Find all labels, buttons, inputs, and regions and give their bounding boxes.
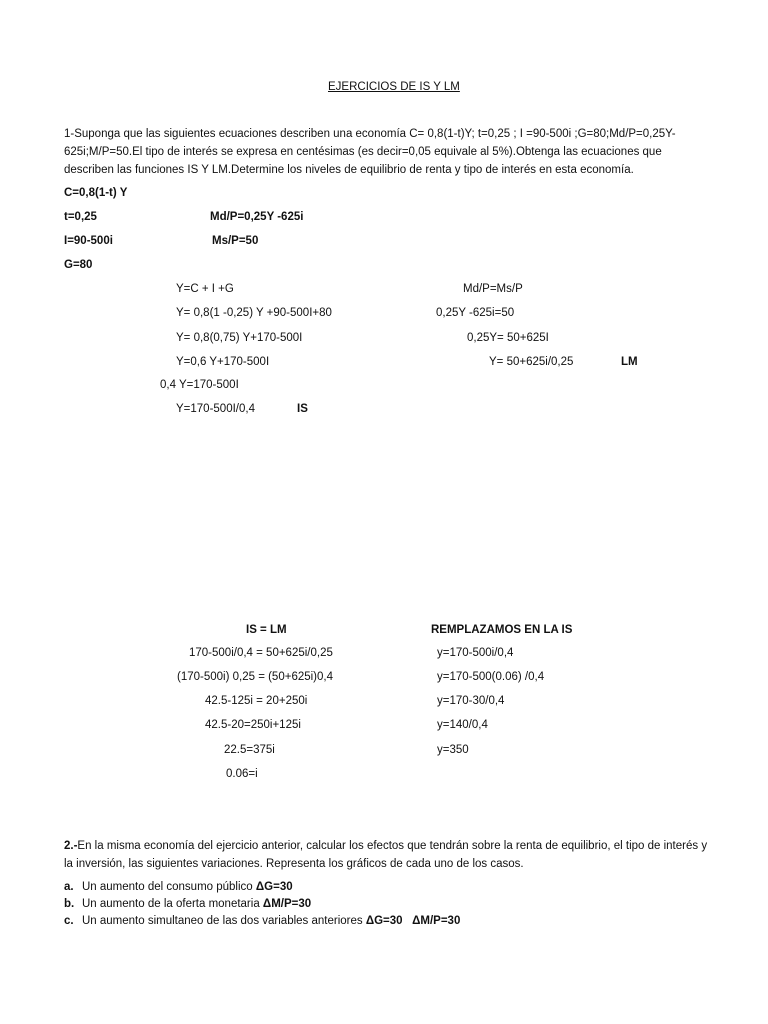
exercise-1-statement: 1-Suponga que las siguientes ecuaciones describen una economía C= 0,8(1-t)Y; t=0,25 ; I =90-500i ;G=80;Md/P=0,25Y-625i;M/P=50.El tipo de interés se expresa en centésimas (es decir=0,05 equivale al 5%).Obtenga las ecuaciones que describen las funciones IS Y LM.Determine los niveles de equilibrio de renta y tipo de interés en esta economía. — [64, 128, 676, 176]
given-money-supply: Ms/P=50 — [212, 235, 259, 247]
given-tax-rate: t=0,25 — [64, 211, 97, 223]
is-step: Y=170-500I/0,4 — [176, 403, 255, 415]
equilibrium-step: 42.5-125i = 20+250i — [205, 695, 308, 707]
lm-step: Y= 50+625i/0,25 — [489, 356, 574, 368]
is-step: 0,4 Y=170-500I — [160, 379, 239, 391]
lm-step: 0,25Y= 50+625I — [467, 332, 549, 344]
list-item: b. Un aumento de la oferta monetaria ΔM/P=30 — [64, 898, 312, 910]
given-investment: I=90-500i — [64, 235, 113, 247]
replacement-step: y=350 — [437, 744, 469, 756]
is-step: Y=0,6 Y+170-500I — [176, 356, 270, 368]
equilibrium-step: 42.5-20=250i+125i — [205, 719, 301, 731]
replacement-step: y=170-500i/0,4 — [437, 647, 514, 659]
list-item: c. Un aumento simultaneo de las dos variables anteriores ΔG=30 ΔM/P=30 — [64, 915, 461, 927]
exercise-2-number: 2.- — [64, 840, 78, 852]
replacement-step: y=170-30/0,4 — [437, 695, 505, 707]
given-consumption: C=0,8(1-t) Y — [64, 187, 128, 199]
exercise-2-statement — [64, 837, 714, 873]
equilibrium-step: (170-500i) 0,25 = (50+625i)0,4 — [177, 671, 333, 683]
equilibrium-step: 0.06=i — [226, 768, 258, 780]
equilibrium-step: 170-500i/0,4 = 50+625i/0,25 — [189, 647, 333, 659]
replacement-step: y=170-500(0.06) /0,4 — [437, 671, 545, 683]
replacement-header: REMPLAZAMOS EN LA IS — [431, 624, 573, 636]
list-item: a. Un aumento del consumo público ΔG=30 — [64, 881, 293, 893]
document-title: EJERCICIOS DE IS Y LM — [328, 81, 460, 93]
lm-step: Md/P=Ms/P — [463, 283, 523, 295]
lm-step: 0,25Y -625i=50 — [436, 307, 515, 319]
is-step: Y= 0,8(1 -0,25) Y +90-500I+80 — [176, 307, 332, 319]
exercise-2-text: En la misma economía del ejercicio anterior, calcular los efectos que tendrán sobre la renta de equilibrio, el tipo de interés y la inversión, las siguientes variaciones. Representa los gráficos de cada uno de los casos. — [64, 840, 708, 870]
is-step: Y=C + I +G — [176, 283, 234, 295]
replacement-step: y=140/0,4 — [437, 719, 488, 731]
is-label: IS — [297, 403, 308, 415]
given-government: G=80 — [64, 259, 93, 271]
is-step: Y= 0,8(0,75) Y+170-500I — [176, 332, 303, 344]
equilibrium-header: IS = LM — [246, 624, 287, 636]
lm-label: LM — [621, 356, 638, 368]
equilibrium-step: 22.5=375i — [224, 744, 275, 756]
given-money-demand: Md/P=0,25Y -625i — [210, 211, 304, 223]
